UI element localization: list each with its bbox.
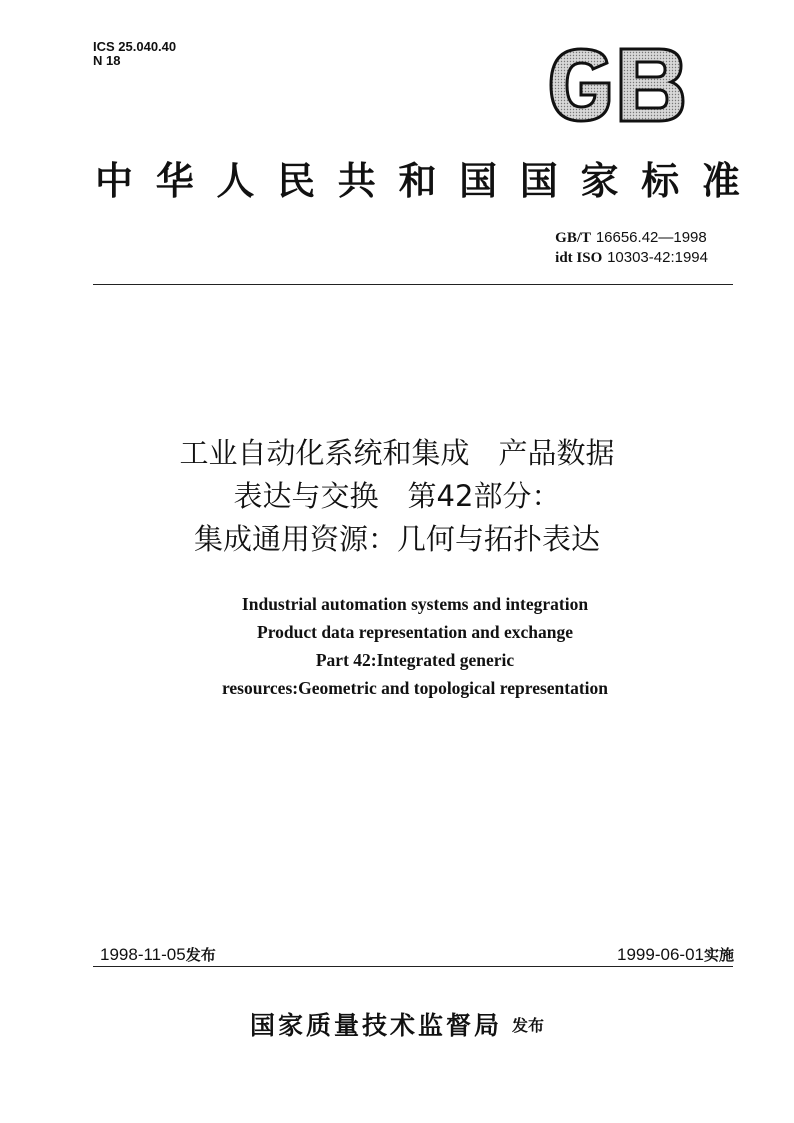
header-divider (93, 284, 733, 285)
publisher-action: 发布 (512, 1016, 545, 1035)
classification-codes (93, 40, 176, 68)
ccs-code: N 18 (93, 53, 121, 68)
title-char: 共 (337, 158, 376, 203)
gb-logo (545, 45, 687, 125)
idt-prefix: idt ISO (555, 250, 603, 266)
publisher (0, 1006, 794, 1042)
standard-number-value: 16656.42—1998 (595, 229, 707, 246)
title-char: 和 (398, 158, 437, 203)
title-char: 国 (519, 158, 558, 203)
effective-date-value: 1999-06-01 (617, 945, 704, 964)
publisher-org: 国家质量技术监督局 (249, 1011, 502, 1040)
english-title-line: resources:Geometric and topological representation (221, 678, 609, 698)
standard-number (555, 228, 708, 248)
standard-codes (555, 228, 708, 268)
title-char: 标 (641, 158, 680, 203)
standard-prefix: GB/T (555, 230, 592, 246)
effective-label: 实施 (703, 946, 734, 964)
issue-date-value: 1998-11-05 (100, 945, 186, 964)
chinese-title-line: 集成通用资源：几何与拓扑表达 (193, 522, 600, 556)
effective-date (617, 944, 734, 965)
title-char: 民 (277, 158, 316, 203)
title-char: 准 (701, 158, 740, 203)
english-title-line: Part 42:Integrated generic (315, 650, 515, 670)
issue-date (100, 944, 216, 965)
title-char: 人 (216, 158, 255, 203)
footer-divider (93, 966, 733, 967)
chinese-title-line: 表达与交换 第42部分： (233, 479, 561, 513)
english-title-line: Product data representation and exchange (257, 622, 573, 642)
ics-code: ICS 25.040.40 (93, 39, 177, 54)
title-char: 国 (459, 158, 498, 203)
issue-label: 发布 (185, 946, 216, 964)
idt-number (555, 248, 708, 268)
national-standard-title (95, 150, 740, 205)
english-title (0, 590, 794, 702)
title-char: 华 (155, 158, 194, 203)
chinese-title (0, 432, 794, 561)
idt-number-value: 10303-42:1994 (607, 249, 708, 266)
english-title-line: Industrial automation systems and integration (241, 594, 589, 614)
title-char: 家 (580, 158, 619, 203)
chinese-title-line: 工业自动化系统和集成 产品数据 (179, 436, 615, 470)
title-char: 中 (95, 158, 134, 203)
